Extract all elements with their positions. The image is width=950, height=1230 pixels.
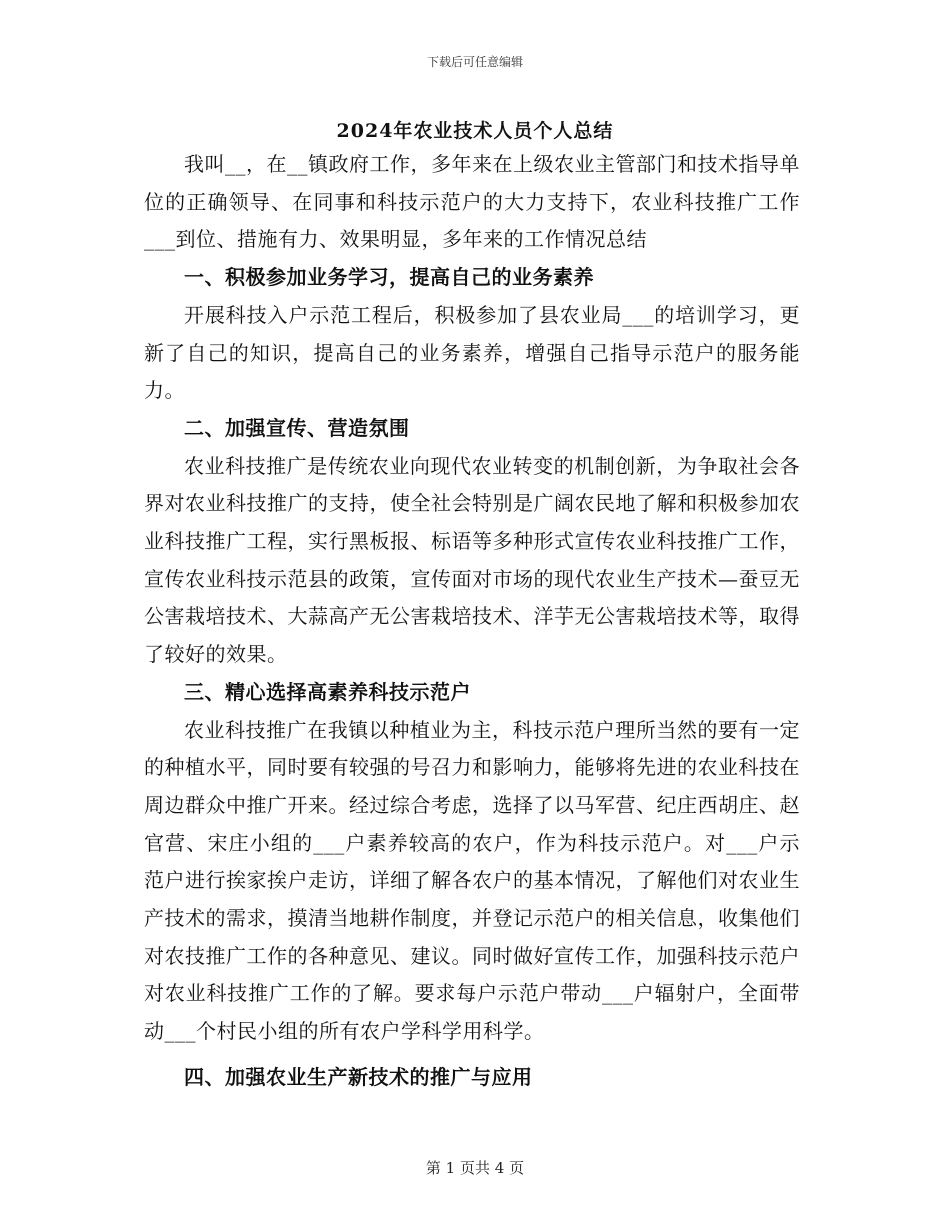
section-heading-2: 二、加强宣传、营造氛围 [184, 415, 410, 440]
intro-paragraph: 我叫__，在__镇政府工作，多年来在上级农业主管部门和技术指导单位的正确领导、在同事和科技示范户的大力支持下，农业科技推广工作___到位、措施有力、效果明显，多年来的工作情况总结 [144, 152, 800, 252]
section-paragraph-3: 农业科技推广在我镇以种植业为主，科技示范户理所当然的要有一定的种植水平，同时要有较强的号召力和影响力，能够将先进的农业科技在周边群众中推广开来。经过综合考虑，选择了以马军营、纪庄西胡庄、赵官营、宋庄小组的___户素养较高的农户，作为科技示范户。对___户示范户进行挨家挨户走访，详细了解各农户的基本情况，了解他们对农业生产技术的需求，摸清当地耕作制度，并登记示范户的相关信息，收集他们对农技推广工作的各种意见、建议。同时做好宣传工作，加强科技示范户对农业科技推广工作的了解。要求每户示范户带动___户辐射户，全面带动___个村民小组的所有农户学科学用科学。 [144, 717, 800, 1044]
section-paragraph-2: 农业科技推广是传统农业向现代农业转变的机制创新，为争取社会各界对农业科技推广的支持，使全社会特别是广阔农民地了解和积极参加农业科技推广工程，实行黑板报、标语等多种形式宣传农业科技推广工作，宣传农业科技示范县的政策，宣传面对市场的现代农业生产技术—蚕豆无公害栽培技术、大蒜高产无公害栽培技术、洋芋无公害栽培技术等，取得了较好的效果。 [144, 453, 800, 667]
section-paragraph-1: 开展科技入户示范工程后，积极参加了县农业局___的培训学习，更新了自己的知识，提高自己的业务素养，增强自己指导示范户的服务能力。 [144, 302, 800, 403]
section-heading-1: 一、积极参加业务学习，提高自己的业务素养 [184, 265, 594, 290]
section-heading-3: 三、精心选择高素养科技示范户 [184, 679, 471, 704]
section-heading-4: 四、加强农业生产新技术的推广与应用 [184, 1064, 533, 1089]
section-spacer [144, 1051, 800, 1059]
page-number: 第 1 页共 4 页 [425, 1159, 525, 1177]
header-note: 下载后可任意编辑 [426, 55, 523, 69]
document-body [144, 146, 800, 1097]
document-title: 2024年农业技术人员个人总结 [336, 120, 614, 142]
